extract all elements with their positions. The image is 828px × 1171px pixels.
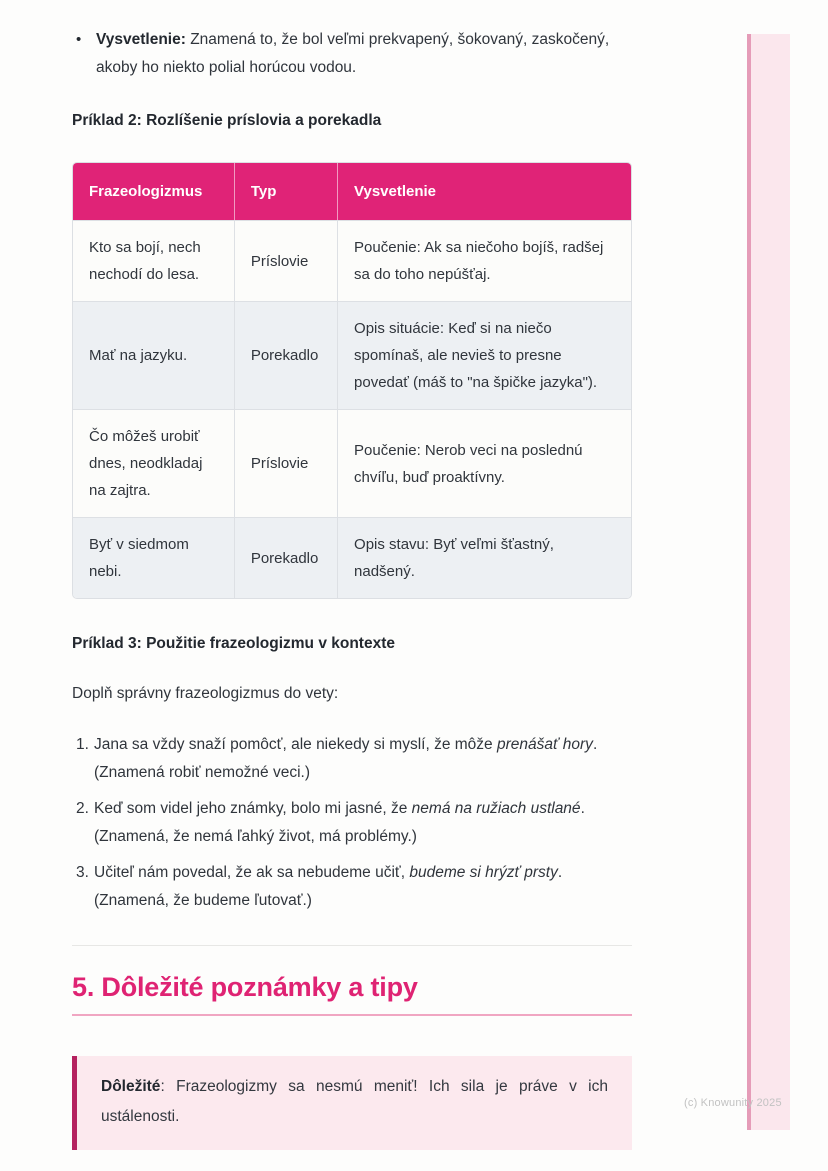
explanation-bullet-item (72, 26, 632, 82)
list-item-number: 3. (76, 864, 89, 881)
exercise-list (72, 731, 632, 915)
explanation-body: Znamená to, že bol veľmi prekvapený, šokovaný, zaskočený, akoby ho niekto polial horúcou vodou. (96, 31, 610, 76)
copyright-footer: (c) Knowunity 2025 (684, 1097, 782, 1109)
example3-intro: Doplň správny frazeologizmus do vety: (72, 685, 339, 702)
meaning-note: (Znamená robiť nemožné veci.) (94, 764, 311, 781)
sentence-end: . (592, 736, 598, 753)
callout-label: Dôležité (101, 1078, 161, 1095)
table-header-row (73, 163, 631, 220)
phraseology-table (72, 162, 632, 599)
table-cell: Čo môžeš urobiť dnes, neodkladaj na zajtra. (73, 409, 235, 517)
example3-heading: Príklad 3: Použitie frazeologizmu v kontexte (72, 635, 395, 652)
idiom-phrase: prenášať hory (496, 736, 593, 753)
list-item-text (94, 859, 632, 915)
callout-body: : Frazeologizmy sa nesmú meniť! Ich sila je práve v ich ustálenosti. (101, 1078, 608, 1125)
sentence-end: . (557, 864, 563, 881)
table-row (73, 409, 631, 517)
table-row (73, 517, 631, 598)
column-header-vysvetlenie: Vysvetlenie (338, 163, 631, 220)
table-cell: Opis situácie: Keď si na niečo spomínaš, ale nevieš to presne povedať (máš to "na špičke jazyka"). (338, 301, 631, 409)
bullet-marker-icon: • (76, 31, 82, 48)
idiom-phrase: budeme si hrýzť prsty (409, 864, 558, 881)
column-header-typ: Typ (235, 163, 338, 220)
idiom-phrase: nemá na ružiach ustlané (411, 800, 581, 817)
list-item-number: 1. (76, 736, 89, 753)
explanation-text (96, 26, 632, 82)
table-cell: Mať na jazyku. (73, 301, 235, 409)
section5-heading-underline (72, 1014, 632, 1016)
table-cell: Porekadlo (235, 517, 338, 598)
list-item (72, 859, 632, 915)
table-cell: Byť v siedmom nebi. (73, 517, 235, 598)
section-divider (72, 945, 632, 946)
table-cell: Poučenie: Nerob veci na poslednú chvíľu, buď proaktívny. (338, 409, 631, 517)
section5-heading: 5. Dôležité poznámky a tipy (72, 972, 418, 1002)
sentence-start: Učiteľ nám povedal, že ak sa nebudeme učiť, (94, 864, 410, 881)
list-item-text (94, 731, 632, 787)
table-cell: Opis stavu: Byť veľmi šťastný, nadšený. (338, 517, 631, 598)
meaning-note: (Znamená, že budeme ľutovať.) (94, 892, 312, 909)
meaning-note: (Znamená, že nemá ľahký život, má problémy.) (94, 828, 417, 845)
callout-text (101, 1072, 608, 1132)
table-cell: Príslovie (235, 220, 338, 301)
sentence-start: Jana sa vždy snaží pomôcť, ale niekedy si myslí, že môže (94, 736, 497, 753)
table-cell: Príslovie (235, 409, 338, 517)
table-cell: Porekadlo (235, 301, 338, 409)
document-content (72, 0, 632, 1150)
explanation-label: Vysvetlenie: (96, 31, 186, 48)
table-row (73, 220, 631, 301)
table-row (73, 301, 631, 409)
table-cell: Kto sa bojí, nech nechodí do lesa. (73, 220, 235, 301)
list-item-number: 2. (76, 800, 89, 817)
page-edge-stripe (747, 34, 790, 1130)
table-cell: Poučenie: Ak sa niečoho bojíš, radšej sa do toho nepúšťaj. (338, 220, 631, 301)
list-item (72, 731, 632, 787)
list-item (72, 795, 632, 851)
important-callout (72, 1056, 632, 1150)
list-item-text (94, 795, 632, 851)
sentence-end: . (580, 800, 585, 817)
sentence-start: Keď som videl jeho známky, bolo mi jasné, že (94, 800, 412, 817)
column-header-frazeologizmus: Frazeologizmus (73, 163, 235, 220)
example2-heading: Príklad 2: Rozlíšenie príslovia a porekadla (72, 112, 382, 129)
